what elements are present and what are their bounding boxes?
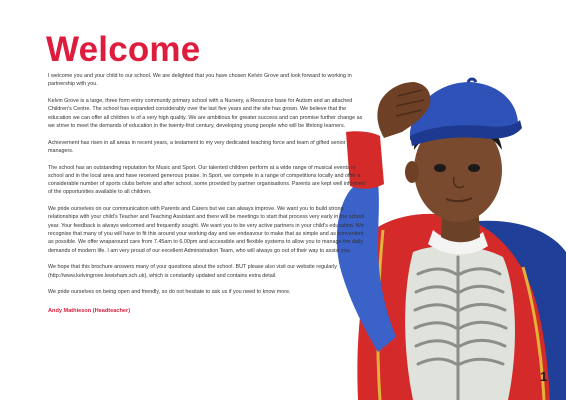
paragraph: We hope that this brochure answers many of your questions about the school. BUT please also visit our website regularly (http://www.kelvingrove.lewisham.sch.uk), which is constantly updated and contains extra detail. <box>48 264 337 279</box>
paragraph: Achievement has risen in all areas in recent years, a testament to my very dedicated teaching force and team of gifted senior managers. <box>48 139 346 154</box>
paragraph: We pride ourselves on our communication with Parents and Carers but we can always improve. We want you to build strong relationships with your child's Teacher and Teaching Assistant and there will be meetings to start that process very early in the school year. Your feedback is always welcomed and frequently sought. We want you to be very active partners in your child's education. We recognise that many of you will have to fit this around your working day and we endeavour to make that as simple and as convenient as possible. We offer wraparound care from 7.45am to 6.00pm and accessible and flexible systems to allow you to manage the daily demands of modern life. I am very proud of our excellent Administration Team, who will always go out of their way to assist you. <box>48 206 365 254</box>
paragraph: The school has an outstanding reputation for Music and Sport. Our talented children perform at a wide range of musical events in school and in the local area and have received generous praise. In Sport, we compete in a range of competitions locally and offer a considerable number of sports clubs before and after school, some provided by partner organisations. Parents are kept well informed of the opportunities available to all children. <box>48 164 365 196</box>
page-number: 1 <box>540 369 548 384</box>
paragraph: We pride ourselves on being open and friendly, so do not hesitate to ask us if you need to know more. <box>48 289 291 296</box>
paragraph: Kelvin Grove is a large, three form entry community primary school with a Nursery, a Resource base for Autism and an attached Children's Centre. The school has expanded considerably over the last five years and the site has grown. We believe that the education we can offer all children is of a very high quality. We are ambitious for greater success and can promise further change as we strive to meet the demands of education in the twenty-first century, developing young people who will be lifelong learners. <box>48 97 363 129</box>
signature: Andy Mathieson (Headteacher) <box>48 307 131 314</box>
page-title: Welcome <box>46 30 201 69</box>
welcome-letter <box>48 72 370 315</box>
paragraph: I welcome you and your child to our school. We are delighted that you have chosen Kelvin Grove and look forward to working in partnership with you. <box>48 73 352 88</box>
